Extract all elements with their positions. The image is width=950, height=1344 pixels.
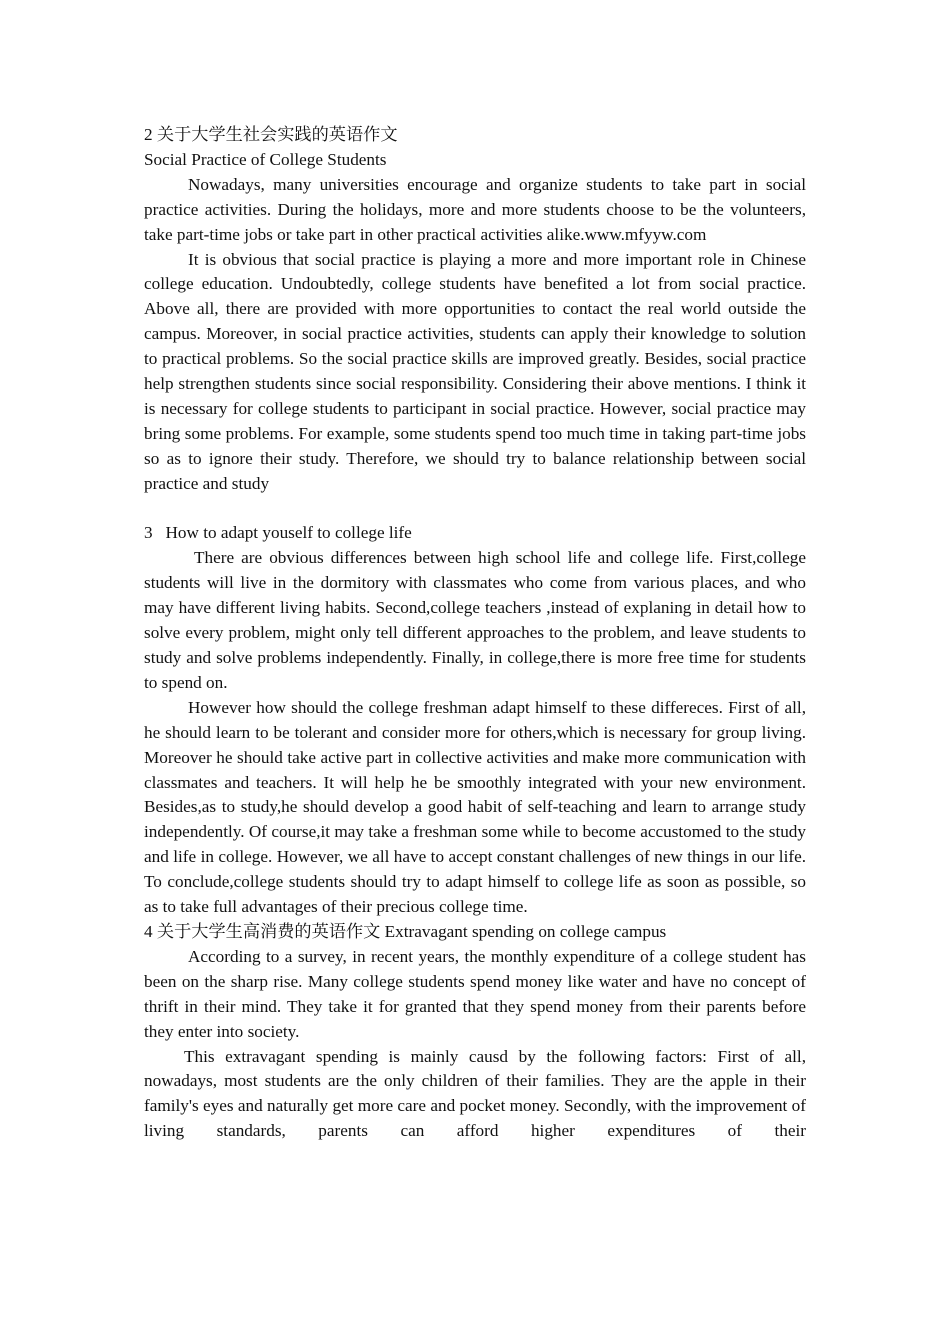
section-2-title: Social Practice of College Students <box>144 149 387 169</box>
section-3-paragraph-1: There are obvious differences between high school life and college life. First,college students will live in the dormitory with classmates who come from various places, and who may have different living habits. Second,college teachers ,instead of explaning in detail how to solve every problem, might only tell different approaches to the problem, and leave students to study and solve problems independently. Finally, in college,there is more free time for students to spend on. <box>144 548 806 692</box>
section-3-heading: 3 How to adapt youself to college life <box>144 523 412 543</box>
document-body <box>144 123 806 1144</box>
section-spacer <box>144 497 806 522</box>
section-4-paragraph-1: According to a survey, in recent years, the monthly expenditure of a college student has been on the sharp rise. Many college students spend money like water and have no concept of thrift in their mind. They take it for granted that they spend money from their parents before they enter into society. <box>144 946 806 1041</box>
section-2-heading: 2 关于大学生社会实践的英语作文 <box>144 125 398 144</box>
section-3-paragraph-2: However how should the college freshman adapt himself to these differeces. First of all, he should learn to be tolerant and consider more for others,which is necessary for group living. Moreover he should take active part in collective activities and make more communication with classmates and teachers. It will help he be smoothly integrated with your new environment. Besides,as to study,he should develop a good habit of self-teaching and learn to arrange study independently. Of course,it may take a freshman some while to become accustomed to the study and life in college. However, we all have to accept constant challenges of new things in our life. To conclude,college students should try to adapt himself to college life as soon as possible, so as to take full advantages of their precious college time. <box>144 697 806 917</box>
section-4-heading: 4 关于大学生高消费的英语作文 Extravagant spending on college campus <box>144 921 667 941</box>
section-2-paragraph-1: Nowadays, many universities encourage and organize students to take part in social practice activities. During the holidays, more and more students choose to be the volunteers, take part-time jobs or take part in other practical activities alike.www.mfyyw.com <box>144 174 806 244</box>
section-2-paragraph-2: It is obvious that social practice is playing a more and more important role in Chinese college education. Undoubtedly, college students have benefited a lot from social practice. Above all, there are provided with more opportunities to contact the real world outside the campus. Moreover, in social practice activities, students can apply their knowledge to solution to practical problems. So the social practice skills are improved greatly. Besides, social practice help strengthen students since social responsibility. Considering their above mentions. I think it is necessary for college students to participant in social practice. However, social practice may bring some problems. For example, some students spend too much time in taking part-time jobs so as to ignore their study. Therefore, we should try to balance relationship between social practice and study <box>144 249 806 493</box>
section-4-paragraph-2: This extravagant spending is mainly causd by the following factors: First of all, nowadays, most students are the only children of their families. They are the apple in their family's eyes and naturally get more care and pocket money. Secondly, with the improvement of living standards, parents can afford higher expenditures of their <box>144 1046 806 1141</box>
